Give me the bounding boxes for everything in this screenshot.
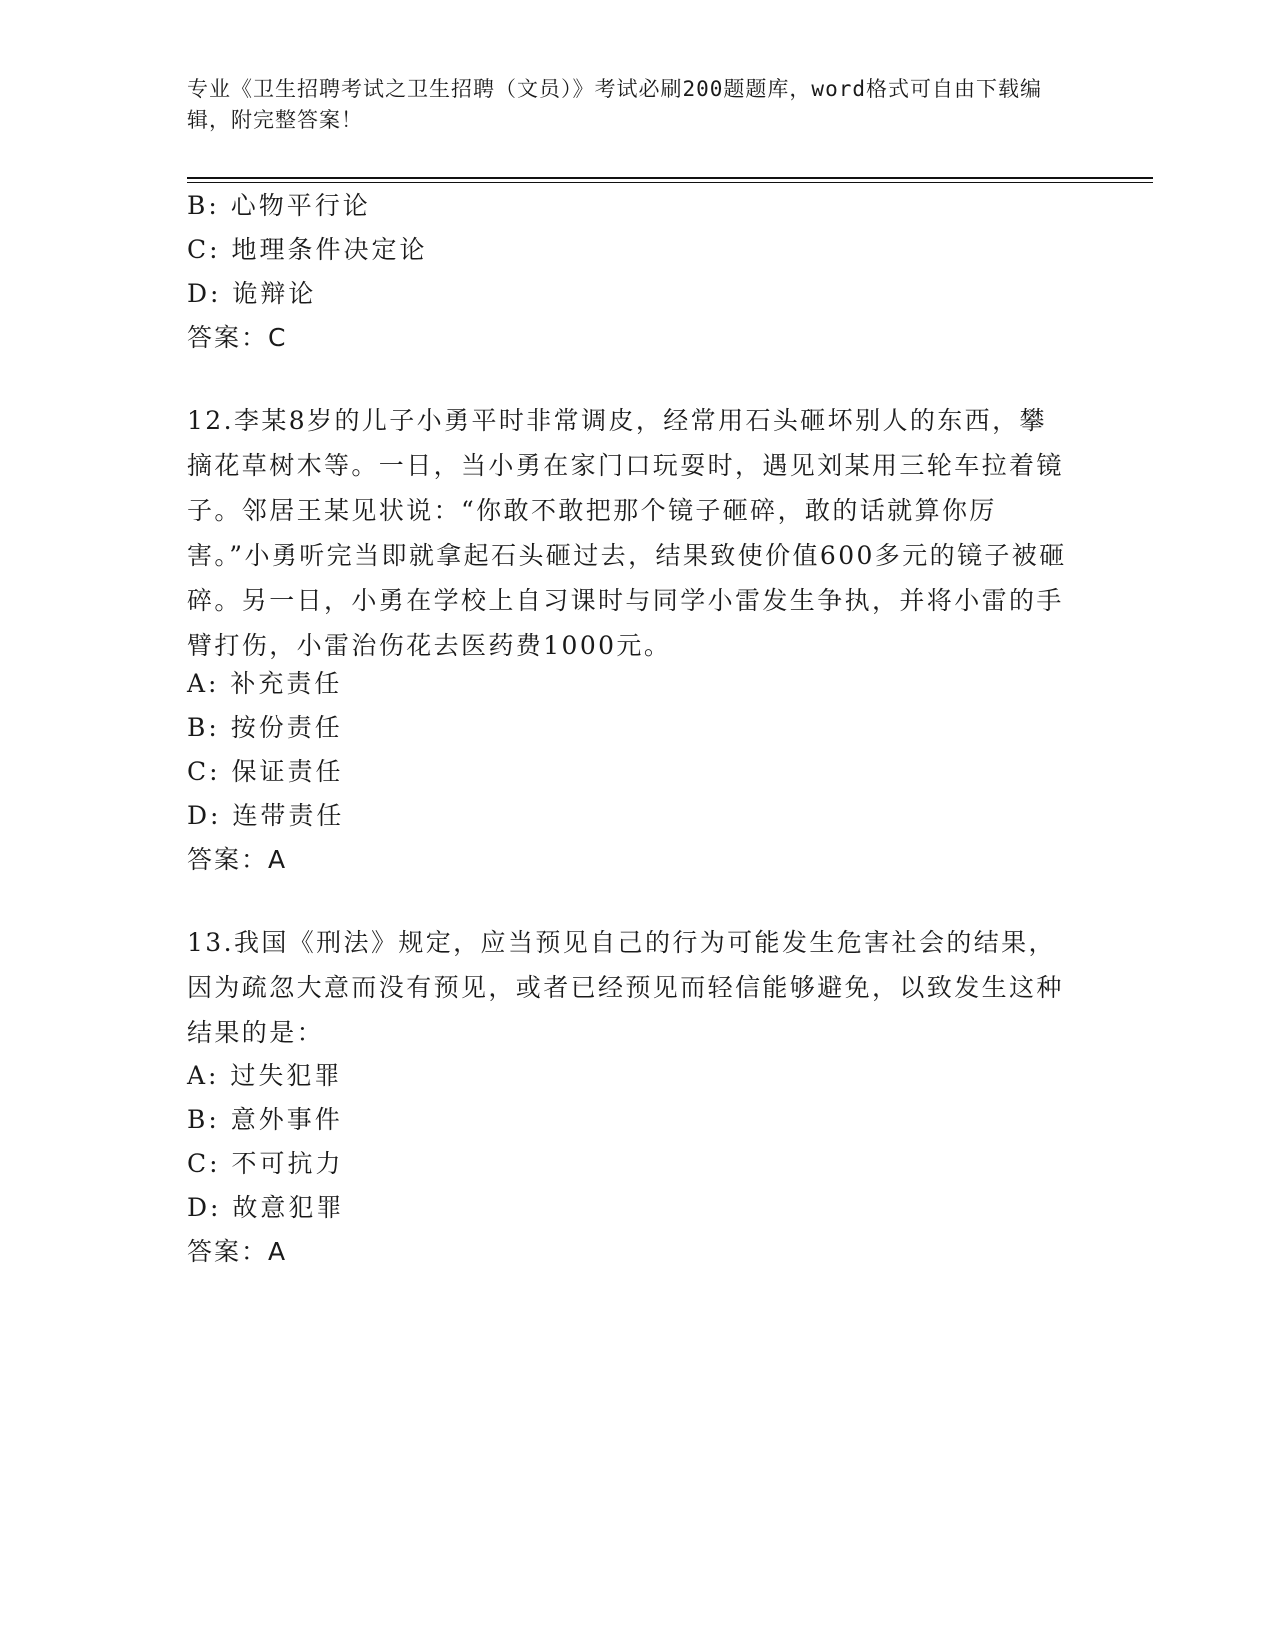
- question-12-option-b: B: 按份责任: [187, 713, 343, 742]
- question-13-option-b: B: 意外事件: [187, 1105, 343, 1134]
- answer-line: 答案：C: [187, 323, 288, 352]
- question-13-option-d: D: 故意犯罪: [187, 1193, 345, 1222]
- option-d: D: 诡辩论: [187, 279, 317, 308]
- option-c: C: 地理条件决定论: [187, 235, 428, 264]
- question-12-stem: 12.李某8岁的儿子小勇平时非常调皮，经常用石头砸坏别人的东西，攀摘花草树木等。一日，当小勇在家门口玩耍时，遇见刘某用三轮车拉着镜子。邻居王某见状说：“你敢不敢把那个镜子砸碎，敢的话就算你厉害。”小勇听完当即就拿起石头砸过去，结果致使价值600多元的镜子被砸碎。另一日，小勇在学校上自习课时与同学小雷发生争执，并将小雷的手臂打伤，小雷治伤花去医药费1000元。: [187, 406, 1067, 660]
- document-header: 专业《卫生招聘考试之卫生招聘（文员）》考试必刷200题题库，word格式可自由下载编辑，附完整答案！: [187, 77, 1042, 132]
- question-12-answer: 答案：A: [187, 845, 288, 874]
- question-12-option-d: D: 连带责任: [187, 801, 345, 830]
- question-12-option-a: A: 补充责任: [187, 669, 343, 698]
- question-12-option-c: C: 保证责任: [187, 757, 344, 786]
- question-13-stem: 13.我国《刑法》规定，应当预见自己的行为可能发生危害社会的结果，因为疏忽大意而没有预见，或者已经预见而轻信能够避免，以致发生这种结果的是：: [187, 928, 1064, 1047]
- header-rule-thin: [187, 182, 1153, 183]
- question-13-option-a: A: 过失犯罪: [187, 1061, 343, 1090]
- question-13-answer: 答案：A: [187, 1237, 288, 1266]
- question-13-option-c: C: 不可抗力: [187, 1149, 344, 1178]
- option-b: B: 心物平行论: [187, 191, 371, 220]
- header-rule-thick: [187, 177, 1153, 179]
